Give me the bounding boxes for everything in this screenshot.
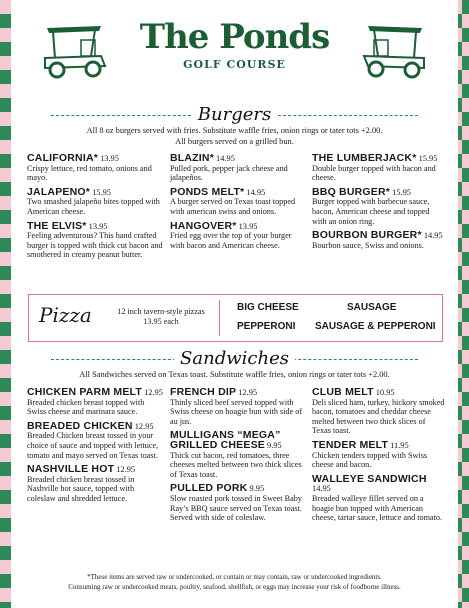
- menu-item: PONDS MELT* 14.95 A burger served on Texas toast topped with american swiss and onions.: [170, 185, 296, 216]
- menu-item: BOURBON BURGER* 14.95 Bourbon sauce, Swiss and onions.: [312, 229, 443, 250]
- menu-item: MULLIGANS “MEGA” GRILLED CHEESE 9.95 Thick cut bacon, red tomatoes, three cheeses melted between two thick slices of Texas toast.: [170, 429, 302, 479]
- menu-item: BLAZIN* 14.95 Pulled pork, pepper jack cheese and jalapeños.: [170, 152, 288, 183]
- burgers-note-2: All burgers served on a grilled bun.: [175, 137, 294, 146]
- menu-item: CLUB MELT 10.95 Deli sliced ham, turkey, hickory smoked bacon, tomatoes and cheddar cheese melted between two thick slices of Texas toast.: [312, 386, 445, 436]
- menu-item: NASHVILLE HOT 12.95 Breaded chicken breast tossed in Nashville hot sauce, topped with coleslaw and shredded lettuce.: [27, 463, 136, 503]
- menu-sheet: [11, 0, 458, 608]
- menu-item: THE LUMBERJACK* 15.95 Double burger topped with bacon and cheese.: [312, 152, 438, 183]
- burgers-column-3: [312, 154, 446, 255]
- pizza-option: SAUSAGE: [347, 302, 397, 313]
- golf-cart-icon: [358, 22, 428, 82]
- menu-item: TENDER MELT 11.95 Chicken tenders topped with Swiss cheese and bacon.: [312, 438, 428, 470]
- sandwiches-heading: [11, 348, 458, 369]
- menu-item: PULLED PORK 9.95 Slow roasted pork tossed in Sweet Baby Ray’s BBQ sauce served on Texas toast. Served with side of coleslaw.: [170, 482, 302, 523]
- burgers-column-1: [27, 154, 163, 265]
- header: [11, 0, 458, 100]
- sandwiches-note: All Sandwiches served on Texas toast. Substitute waffle fries, onion rings or tater tots +2.00.: [79, 370, 390, 379]
- sandwiches-title: Sandwiches: [174, 348, 295, 369]
- menu-item: CALIFORNIA* 13.95 Crispy lettuce, red tomato, onions and mayo.: [27, 152, 152, 183]
- pizza-title: Pizza: [39, 303, 92, 327]
- menu-item: HANGOVER* 13.95 Fried egg over the top of your burger with bacon and American cheese.: [170, 219, 292, 250]
- pizza-divider: [219, 300, 220, 336]
- burgers-title: Burgers: [192, 104, 277, 125]
- footer-disclaimer-1: *These items are served raw or undercooked, or contain or may contain, raw or undercooked ingredients.: [87, 573, 382, 581]
- menu-item: CHICKEN PARM MELT 12.95 Breaded chicken breast topped with Swiss cheese and marinara sauce.: [27, 386, 163, 417]
- pizza-description: 12 inch tavern-style pizzas 13.95 each: [117, 307, 205, 326]
- menu-item: BREADED CHICKEN 12.95 Breaded Chicken breast tossed in your choice of sauce and topped with lettuce, tomato and mayo served on Texas toast.: [27, 419, 159, 460]
- footer-disclaimer-2: Consuming raw or undercooked meats, poultry, seafood, shellfish, or eggs may increase your risk of foodborne illness.: [68, 583, 401, 591]
- burgers-note-1: All 8 oz burgers served with fries. Substitute waffle fries, onion rings or tater tots +2.00.: [86, 126, 383, 135]
- logo-subtitle: GOLF COURSE: [183, 58, 286, 71]
- pizza-box: [28, 294, 443, 342]
- logo-title: The Ponds: [139, 17, 330, 57]
- menu-item: BBQ BURGER* 15.95 Burger topped with barbecue sauce, bacon, American cheese and topped with an onion ring.: [312, 185, 430, 226]
- menu-item: THE ELVIS* 13.95 Feeling adventurous? This hand crafted burger is topped with thick cut bacon and smothered in creamy peanut butter.: [27, 219, 163, 260]
- burgers-heading: [11, 104, 458, 125]
- menu-item: FRENCH DIP 12.95 Thinly sliced beef served topped with Swiss cheese on hoagie bun with side of au jus.: [170, 386, 303, 426]
- menu-item: JALAPENO* 15.95 Two smashed jalapeño bites topped with American cheese.: [27, 185, 160, 216]
- menu-item: WALLEYE SANDWICH 14.95 Breaded walleye fillet served on a hoagie bun topped with American cheese, tartar sauce, lettuce and tomato.: [312, 472, 443, 523]
- pizza-option: PEPPERONI: [237, 321, 296, 332]
- pizza-option: BIG CHEESE: [237, 302, 299, 313]
- sandwiches-column-1: [27, 388, 163, 509]
- pizza-option: SAUSAGE & PEPPERONI: [315, 321, 436, 332]
- sandwiches-column-3: [312, 388, 446, 528]
- burgers-column-2: [170, 154, 306, 255]
- sandwiches-column-2: [170, 388, 306, 528]
